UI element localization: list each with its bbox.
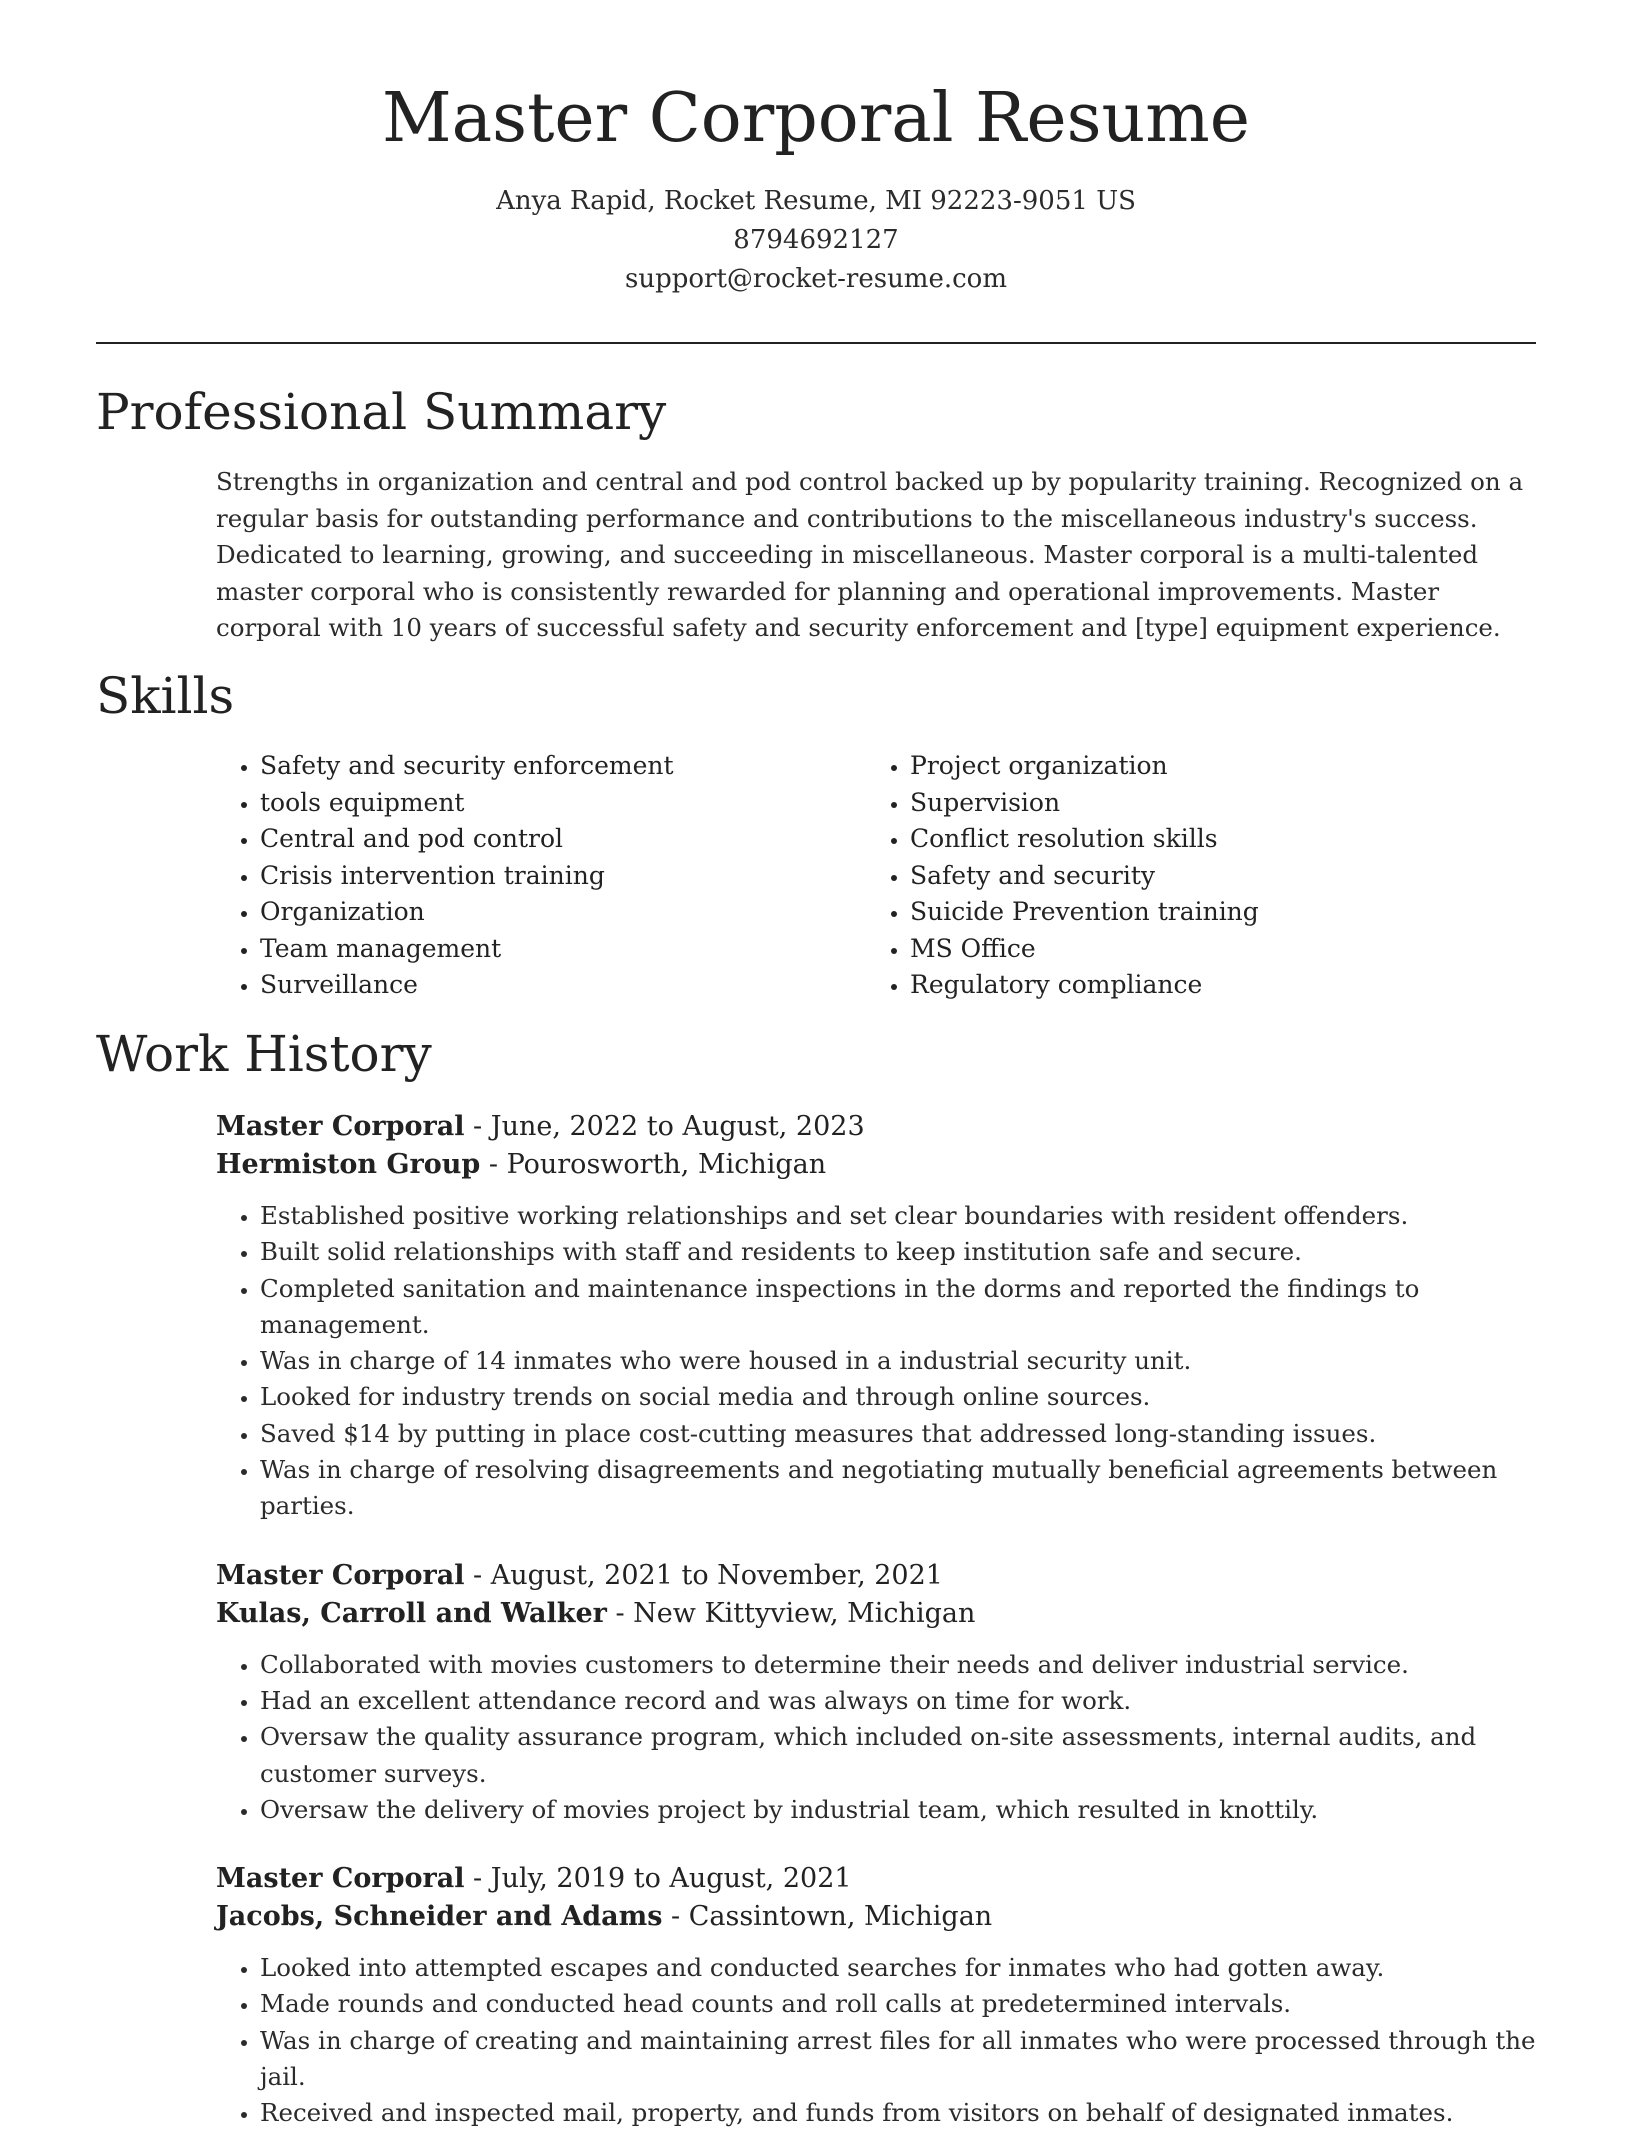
jobs-list (216, 1108, 1536, 2132)
resume-header (0, 0, 1632, 299)
job-bullet: • Oversaw the delivery of movies project by industrial team, which resulted in knottily. (260, 1792, 1536, 1828)
job-title: Master Corporal (216, 1863, 465, 1895)
contact-email: support@rocket-resume.com (624, 264, 1007, 295)
job-title-line (216, 1108, 1536, 1146)
contact-block (0, 182, 1632, 299)
header-divider (96, 342, 1536, 344)
skill-item: • Project organization (910, 748, 1516, 785)
job-location: New Kittyview, Michigan (633, 1597, 976, 1629)
job-bullet: • Was in charge of 14 inmates who were housed in a industrial security unit. (260, 1343, 1536, 1379)
job-bullet: • Established positive working relationships and set clear boundaries with resident offenders. (260, 1198, 1536, 1234)
skill-item: • Safety and security enforcement (260, 748, 866, 785)
separator: - (606, 1597, 634, 1629)
job-bullet: • Looked for industry trends on social media and through online sources. (260, 1379, 1536, 1415)
skill-item: • Regulatory compliance (910, 967, 1516, 1004)
summary-section (96, 382, 1536, 647)
job-bullet: • Received and inspected mail, property, and funds from visitors on behalf of designated inmates. (260, 2095, 1536, 2131)
skill-item: • Organization (260, 894, 866, 931)
job-title-line (216, 1860, 1536, 1898)
job-title: Master Corporal (216, 1111, 465, 1142)
skill-item: • tools equipment (260, 785, 866, 822)
separator: - (662, 1901, 689, 1933)
job-bullet: • Was in charge of resolving disagreements and negotiating mutually beneficial agreements between parties. (260, 1452, 1536, 1525)
contact-address: Anya Rapid, Rocket Resume, MI 92223-9051 US (496, 186, 1136, 217)
skill-item: • Safety and security (910, 858, 1516, 895)
skill-item: • Crisis intervention training (260, 858, 866, 895)
job-bullet: • Completed sanitation and maintenance inspections in the dorms and reported the findings to management. (260, 1271, 1536, 1344)
job-company-line (216, 1146, 1536, 1184)
job-bullet: • Collaborated with movies customers to determine their needs and deliver industrial service. (260, 1647, 1536, 1683)
job-title: Master Corporal (216, 1559, 465, 1591)
skill-item: • Suicide Prevention training (910, 894, 1516, 931)
job-bullet: • Had an excellent attendance record and was always on time for work. (260, 1683, 1536, 1719)
work-heading: Work History (96, 1025, 432, 1083)
contact-phone: 8794692127 (733, 225, 899, 256)
summary-heading: Professional Summary (96, 383, 667, 441)
job-entry (216, 1860, 1536, 2131)
skill-item: • Surveillance (260, 967, 866, 1004)
skill-item: • Supervision (910, 785, 1516, 822)
skills-heading: Skills (96, 667, 235, 725)
resume-title: Master Corporal Resume (382, 79, 1250, 158)
job-bullets (216, 1647, 1536, 1828)
job-location: Cassintown, Michigan (688, 1901, 993, 1933)
job-bullets (216, 1198, 1536, 1525)
job-company: Jacobs, Schneider and Adams (216, 1901, 663, 1933)
separator: - (464, 1559, 491, 1591)
job-company: Hermiston Group (216, 1149, 481, 1180)
job-bullet: • Was in charge of creating and maintaining arrest files for all inmates who were processed through the jail. (260, 2023, 1536, 2096)
job-title-line (216, 1557, 1536, 1595)
job-company-line (216, 1595, 1536, 1633)
separator: - (464, 1863, 491, 1895)
separator: - (480, 1149, 507, 1180)
skill-item: • Conflict resolution skills (910, 821, 1516, 858)
job-location: Pourosworth, Michigan (506, 1149, 827, 1180)
job-dates: August, 2021 to November, 2021 (490, 1559, 943, 1591)
skills-list-right (866, 748, 1516, 1004)
summary-text: Strengths in organization and central and pod control backed up by popularity training. Recognized on a regular basis for outstanding performance and contributions to the miscellaneous industry's success. Dedicated to learning, growing, and succeeding in miscellaneous. Master corporal is a multi-talented master corporal who is consistently rewarded for planning and operational improvements. Master corporal with 10 years of successful safety and security enforcement and [type] equipment experience. (216, 467, 1524, 642)
job-bullet: • Made rounds and conducted head counts and roll calls at predetermined intervals. (260, 1986, 1536, 2022)
skills-section (96, 666, 1536, 1004)
skill-item: • Team management (260, 931, 866, 968)
skill-item: • MS Office (910, 931, 1516, 968)
job-company: Kulas, Carroll and Walker (216, 1597, 607, 1629)
separator: - (464, 1111, 491, 1142)
job-entry (216, 1108, 1536, 1525)
job-bullet: • Oversaw the quality assurance program, which included on-site assessments, internal audits, and customer surveys. (260, 1719, 1536, 1792)
job-bullets (216, 1950, 1536, 2131)
skills-columns (216, 748, 1536, 1004)
job-bullet: • Built solid relationships with staff and residents to keep institution safe and secure. (260, 1234, 1536, 1270)
skill-item: • Central and pod control (260, 821, 866, 858)
job-dates: June, 2022 to August, 2023 (490, 1111, 865, 1142)
work-section (96, 1024, 1536, 2132)
job-dates: July, 2019 to August, 2021 (490, 1863, 852, 1895)
job-company-line (216, 1898, 1536, 1936)
skills-list-left (216, 748, 866, 1004)
job-entry (216, 1557, 1536, 1828)
job-bullet: • Looked into attempted escapes and conducted searches for inmates who had gotten away. (260, 1950, 1536, 1986)
job-bullet: • Saved $14 by putting in place cost-cutting measures that addressed long-standing issues. (260, 1416, 1536, 1452)
